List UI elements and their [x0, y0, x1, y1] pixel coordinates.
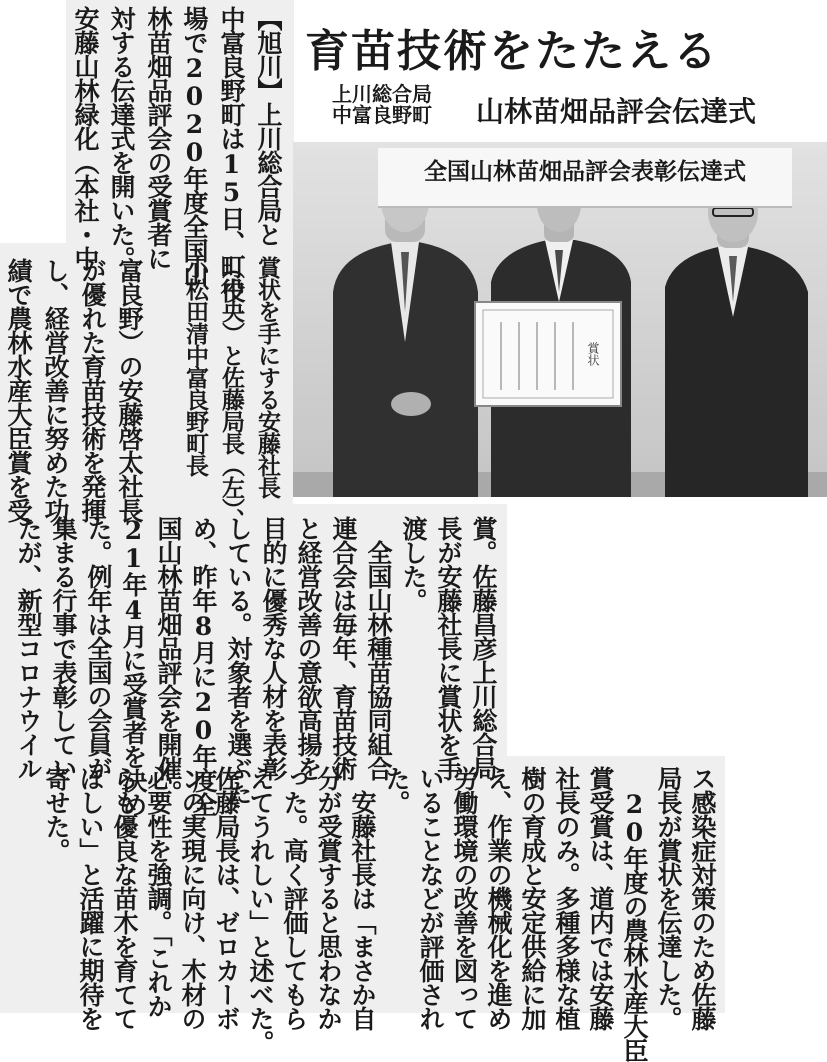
- article-column: 必要性を強調。「これか: [144, 766, 173, 1018]
- headline: 育苗技術をたたえる: [305, 26, 719, 77]
- subheading-organizations: [332, 84, 432, 126]
- article-column: 林苗畑品評会の受賞者に: [144, 6, 173, 270]
- article-column: た。: [382, 766, 411, 814]
- article-column: った。高く評価してもら: [280, 766, 309, 1030]
- article-column: め、昨年8月に20年度全: [189, 516, 218, 816]
- article-column: 寄せた。: [42, 766, 71, 862]
- article-column: 安藤山林緑化（本社・中: [71, 6, 100, 270]
- subheading-title: 山林苗畑品評会伝達式: [476, 95, 757, 128]
- article-column: 場で2020年度全国山: [180, 6, 209, 286]
- article-column: 富良野）の安藤啓太社長: [115, 258, 144, 522]
- article-column: 渡した。: [399, 516, 428, 612]
- article-column: 20年度の農林水産大臣: [620, 766, 649, 1062]
- article-column: たが、新型コロナウイル: [14, 516, 43, 780]
- article-column: えてうれしい」と述べた。: [246, 766, 275, 1054]
- caption-line: （中央）と佐藤局長（左）、: [218, 256, 245, 531]
- article-column: 社長のみ。多種多様な植: [552, 766, 581, 1030]
- article-column: らも優良な苗木を育てて: [110, 766, 139, 1030]
- article-column: 佐藤局長は、ゼロカーボ: [212, 766, 241, 1030]
- article-column: 局長が賞状を伝達した。: [654, 766, 683, 1030]
- article-column: 21年4月に受賞者を決め: [119, 516, 148, 816]
- article-column: し、経営改善に努めた功: [41, 258, 70, 522]
- photo-banner: 全国山林苗畑品評会表彰伝達式: [378, 148, 792, 206]
- article-column: と経営改善の意欲高揚を: [294, 516, 323, 780]
- caption-line: 小松田清中富良野町長: [182, 256, 209, 476]
- article-column: 中富良野町は15日、町役: [217, 6, 246, 302]
- article-column: 目的に優秀な人材を表彰: [259, 516, 288, 780]
- certificate-title: 賞状: [586, 342, 600, 366]
- article-column: 集まる行事で表彰してい: [49, 516, 78, 780]
- article-column: 連合会は毎年、育苗技術: [329, 516, 358, 780]
- caption-line: 賞状を手にする安藤社長: [254, 256, 281, 498]
- article-column: 全国山林種苗協同組合: [364, 516, 393, 780]
- ceremony-photo: [293, 142, 827, 497]
- article-column: 対する伝達式を開いた。: [107, 6, 136, 270]
- article-column: 労働環境の改善を図って: [450, 766, 479, 1030]
- article-column: ンの実現に向け、木材の: [178, 766, 207, 1030]
- article-column: が優れた育苗技術を発揮: [78, 258, 107, 522]
- article-column: 績で農林水産大臣賞を受: [4, 258, 33, 522]
- subheading-org-line2: 中富良野町: [332, 103, 432, 127]
- article-column: 国山林苗畑品評会を開催。: [154, 516, 183, 804]
- article-column: 安藤社長は「まさか自: [348, 766, 377, 1030]
- article-column: 樹の育成と安定供給に加: [518, 766, 547, 1030]
- article-column: ほしい」と活躍に期待を: [76, 766, 105, 1030]
- article-column: 賞。佐藤昌彦上川総合局: [469, 516, 498, 780]
- article-column: している。対象者を選ぶた: [224, 516, 253, 804]
- article-column: た。例年は全国の会員が: [84, 516, 113, 780]
- subheading-org-line1: 上川総合局: [332, 82, 432, 106]
- article-column: ス感染症対策のため佐藤: [688, 766, 717, 1030]
- article-column: 分が受賞すると思わなか: [314, 766, 343, 1030]
- article-column: 賞受賞は、道内では安藤: [586, 766, 615, 1030]
- article-column: 【旭川】上川総合局と: [254, 6, 283, 246]
- article-column: 長が安藤社長に賞状を手: [434, 516, 463, 780]
- article-column: いることなどが評価され: [416, 766, 445, 1030]
- certificate: [475, 302, 621, 406]
- article-column: え、作業の機械化を進め: [484, 766, 513, 1030]
